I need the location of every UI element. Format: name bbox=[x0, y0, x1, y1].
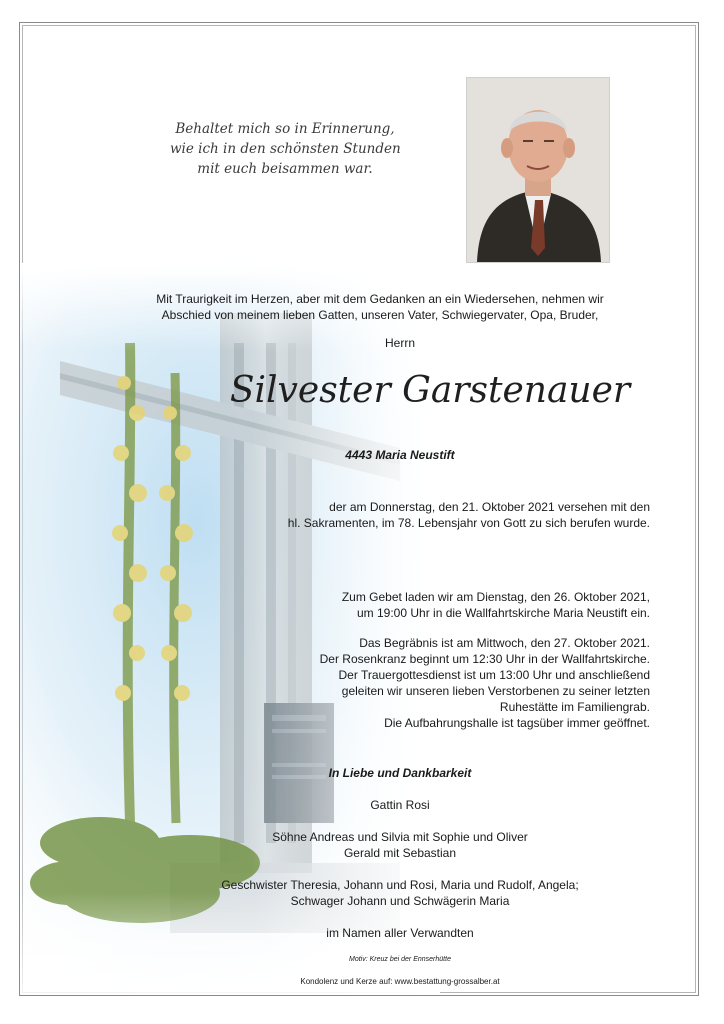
prayer-line: Zum Gebet laden wir am Dienstag, den 26. Oktober 2021, bbox=[341, 590, 650, 604]
funeral-line: Der Rosenkranz beginnt um 12:30 Uhr in der Wallfahrtskirche. bbox=[319, 652, 650, 666]
salutation: Herrn bbox=[384, 336, 415, 350]
siblings-line: Geschwister Theresia, Johann und Rosi, Maria und Rudolf, Angela; bbox=[221, 878, 579, 892]
love-heading: In Liebe und Dankbarkeit bbox=[328, 766, 472, 780]
all-relatives: im Namen aller Verwandten bbox=[326, 926, 474, 940]
siblings-line: Schwager Johann und Schwägerin Maria bbox=[290, 894, 510, 908]
obituary-frame bbox=[19, 22, 699, 996]
mourner-sons bbox=[260, 829, 540, 861]
intro-line: Mit Traurigkeit im Herzen, aber mit dem Gedanken an ein Wiedersehen, nehmen wir bbox=[156, 292, 604, 306]
death-notice bbox=[240, 499, 650, 531]
image-motif-caption: Motiv: Kreuz bei der Ennserhütte bbox=[349, 956, 451, 963]
memorial-quote bbox=[170, 119, 400, 179]
mourner-wife: Gattin Rosi bbox=[370, 798, 430, 812]
intro-line: Abschied von meinem lieben Gatten, unseren Vater, Schwiegervater, Opa, Bruder, bbox=[161, 308, 599, 322]
intro-text bbox=[100, 291, 660, 323]
funeral-line: Ruhestätte im Familiengrab. bbox=[499, 700, 650, 714]
prayer-line: um 19:00 Uhr in die Wallfahrtskirche Maria Neustift ein. bbox=[356, 606, 650, 620]
portrait-photo bbox=[466, 77, 610, 263]
funeral-notice bbox=[240, 635, 650, 731]
funeral-line: Das Begräbnis ist am Mittwoch, den 27. Oktober 2021. bbox=[359, 636, 650, 650]
prayer-notice bbox=[240, 589, 650, 621]
death-line: der am Donnerstag, den 21. Oktober 2021 versehen mit den bbox=[329, 500, 650, 514]
deceased-location: 4443 Maria Neustift bbox=[345, 448, 455, 462]
mourner-siblings bbox=[220, 877, 580, 909]
quote-line: mit euch beisammen war. bbox=[197, 161, 373, 177]
sons-line: Söhne Andreas und Silvia mit Sophie und Oliver bbox=[272, 830, 528, 844]
deceased-name: Silvester Garstenauer bbox=[229, 370, 631, 411]
condolence-footer: Kondolenz und Kerze auf: www.bestattung-grossalber.at bbox=[300, 977, 500, 986]
sons-line: Gerald mit Sebastian bbox=[343, 846, 457, 860]
funeral-line: geleiten wir unseren lieben Verstorbenen zu seiner letzten bbox=[341, 684, 650, 698]
quote-line: Behaltet mich so in Erinnerung, bbox=[175, 121, 395, 137]
quote-line: wie ich in den schönsten Stunden bbox=[170, 141, 401, 157]
funeral-line: Der Trauergottesdienst ist um 13:00 Uhr und anschließend bbox=[338, 668, 650, 682]
death-line: hl. Sakramenten, im 78. Lebensjahr von Gott zu sich berufen wurde. bbox=[287, 516, 650, 530]
funeral-line: Die Aufbahrungshalle ist tagsüber immer geöffnet. bbox=[384, 716, 650, 730]
